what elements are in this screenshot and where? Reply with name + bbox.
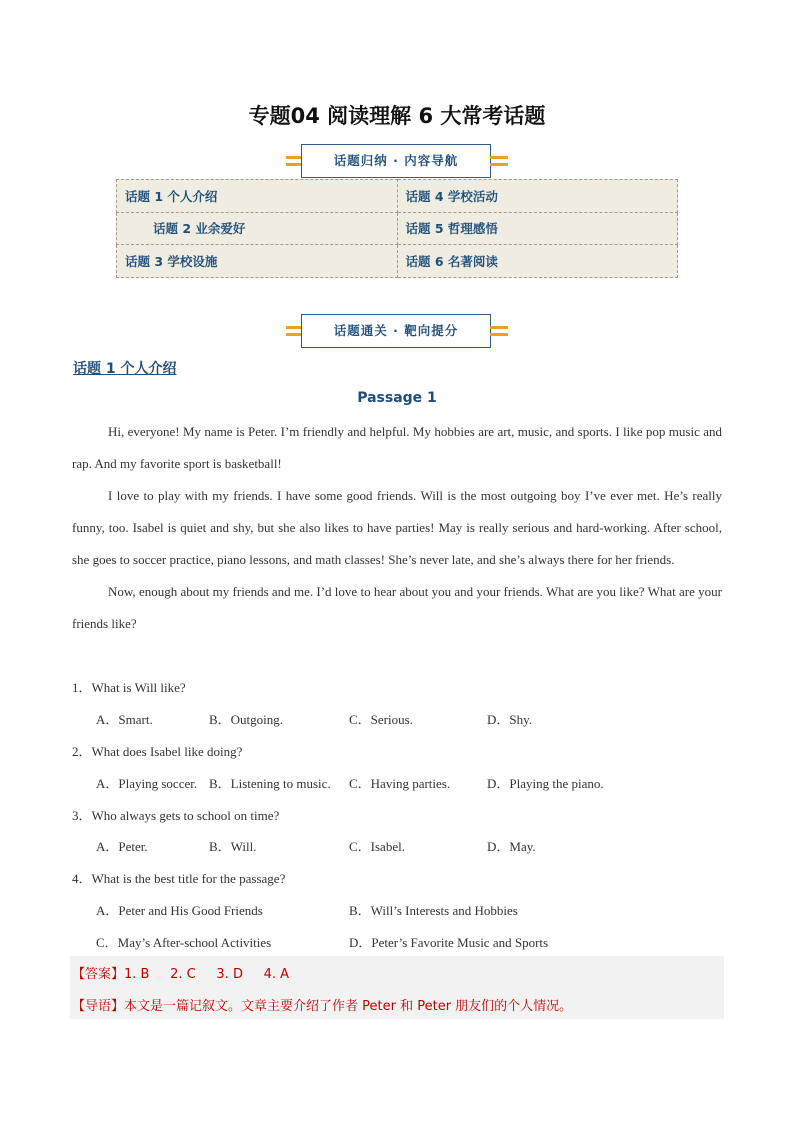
question-stem: 1．What is Will like?	[72, 680, 186, 695]
paragraph: I love to play with my friends. I have some good friends. Will is the most outgoing boy I’ve ever met. He’s really funny, too. Isabel is quiet and shy, but she also likes to have parties! May is really serious and hard-working. After school, she goes to soccer practice, piano lessons, and math classes! She’s never late, and she’s always there for her friends.	[72, 488, 722, 567]
question-stem: 4．What is the best title for the passage?	[72, 871, 286, 886]
guide-text: 本文是一篇记叙文。文章主要介绍了作者 Peter 和 Peter 朋友们的个人情况。	[124, 999, 573, 1014]
answer-line	[72, 963, 289, 982]
toc-item-topic-1[interactable]: 话题 1 个人介绍	[117, 180, 398, 213]
toc-item-topic-3[interactable]: 话题 3 学校设施	[117, 245, 398, 278]
toc-item-topic-4[interactable]: 话题 4 学校活动	[397, 180, 677, 213]
question-option[interactable]: A．Playing soccer.	[96, 776, 198, 791]
answer-text: 1. B 2. C 3. D 4. A	[124, 967, 290, 982]
question-option[interactable]: B．Outgoing.	[209, 712, 284, 727]
banner-decoration-icon	[490, 152, 508, 170]
question-option[interactable]: B．Will’s Interests and Hobbies	[349, 903, 518, 918]
paragraph: Now, enough about my friends and me. I’d love to hear about you and your friends. What are you like? What are your friends like?	[72, 584, 722, 631]
passage-title: Passage 1	[357, 390, 437, 406]
question-option[interactable]: C．Serious.	[349, 712, 413, 727]
guide-tag: 【导语】	[72, 999, 125, 1014]
question-option[interactable]: D．Playing the piano.	[487, 776, 604, 791]
question-option[interactable]: C．Having parties.	[349, 776, 451, 791]
question-option[interactable]: A．Smart.	[96, 712, 153, 727]
paragraph: Hi, everyone! My name is Peter. I’m friendly and helpful. My hobbies are art, music, and sports. I like pop music and rap. And my favorite sport is basketball!	[72, 424, 722, 471]
answer-tag: 【答案】	[72, 967, 125, 982]
question-option[interactable]: B．Listening to music.	[209, 776, 331, 791]
question-option[interactable]: C．Isabel.	[349, 839, 405, 854]
question-option[interactable]: D．May.	[487, 839, 536, 854]
section-banner-toc	[0, 144, 794, 178]
toc-item-topic-6[interactable]: 话题 6 名著阅读	[397, 245, 677, 278]
question-stem: 2．What does Isabel like doing?	[72, 744, 243, 759]
question-option[interactable]: D．Shy.	[487, 712, 533, 727]
page-title: 专题04 阅读理解 6 大常考话题	[248, 104, 546, 128]
topic-navigation-table	[116, 179, 678, 278]
guide-line	[72, 995, 572, 1014]
toc-item-topic-2[interactable]: 话题 2 业余爱好	[117, 212, 398, 245]
question-option[interactable]: A．Peter.	[96, 839, 148, 854]
banner-label: 话题归纳 · 内容导航	[301, 144, 491, 178]
banner-label: 话题通关 · 靶向提分	[301, 314, 491, 348]
question-option[interactable]: D．Peter’s Favorite Music and Sports	[349, 935, 549, 950]
question-option[interactable]: C．May’s After-school Activities	[96, 935, 272, 950]
question-stem: 3．Who always gets to school on time?	[72, 808, 280, 823]
toc-item-topic-5[interactable]: 话题 5 哲理感悟	[397, 212, 677, 245]
question-option[interactable]: B．Will.	[209, 839, 257, 854]
passage-body	[72, 416, 722, 640]
section-banner-practice	[0, 314, 794, 348]
question-option[interactable]: A．Peter and His Good Friends	[96, 903, 263, 918]
banner-decoration-icon	[490, 322, 508, 340]
topic-heading: 话题 1 个人介绍	[73, 361, 177, 377]
